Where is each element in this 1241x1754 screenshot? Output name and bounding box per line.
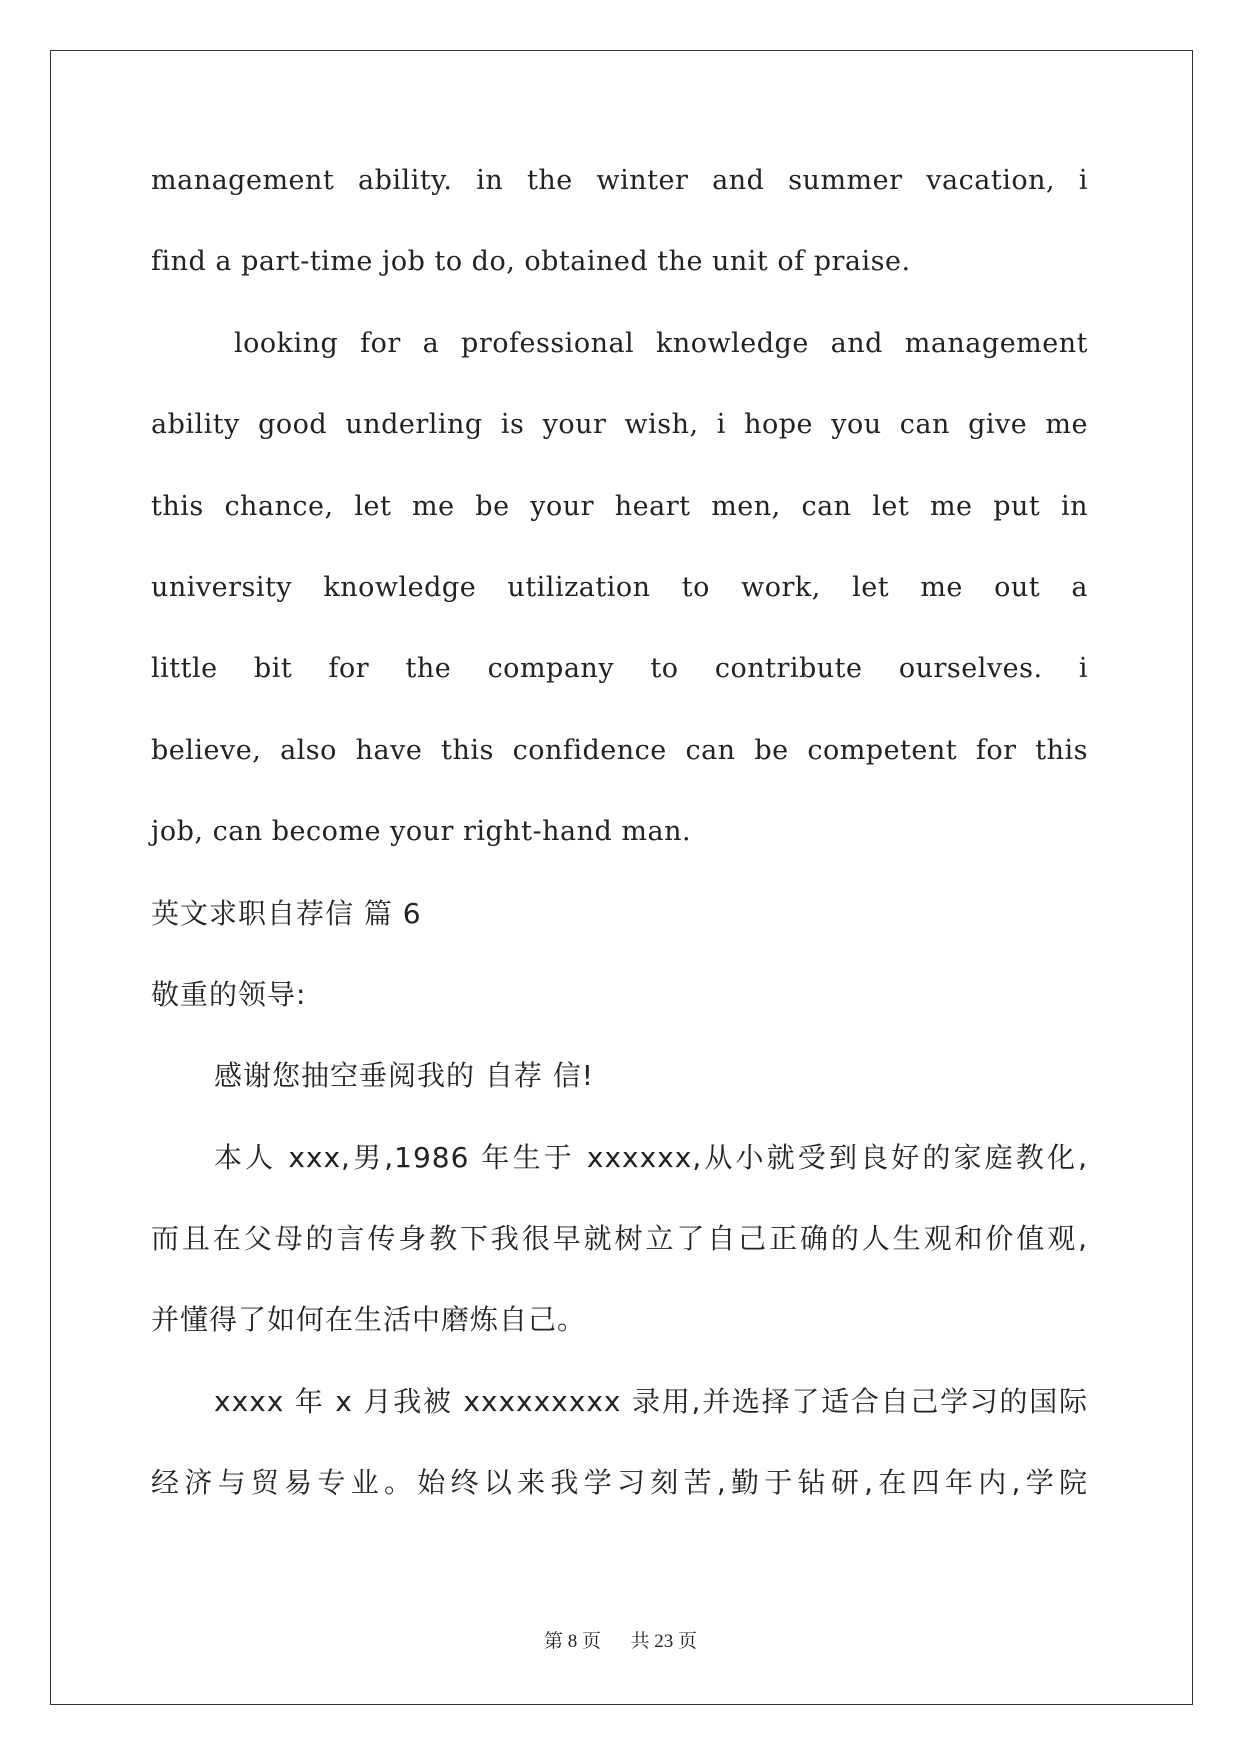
text-line: job, can become your right-hand man. — [151, 816, 692, 848]
text-line: xxxx 年 x 月我被 xxxxxxxxx 录用,并选择了适合自己学习的国际 — [214, 1384, 1088, 1418]
text-line: this chance, let me be your heart men, can let me put in — [151, 490, 1088, 522]
text-line: 并懂得了如何在生活中磨炼自己。 — [151, 1303, 587, 1337]
text-line: 经济与贸易专业。始终以来我学习刻苦,勤于钻研,在四年内,学院 — [151, 1466, 1088, 1500]
text-line: management ability. in the winter and summer vacation, i — [151, 165, 1088, 196]
section-title: 英文求职自荐信 篇 6 — [151, 896, 422, 930]
salutation: 敬重的领导: — [151, 977, 307, 1011]
page-number: 第 8 页 — [543, 1631, 601, 1652]
document-body — [151, 159, 1088, 1543]
text-line: 本人 xxx,男,1986 年生于 xxxxxx,从小就受到良好的家庭教化, — [214, 1140, 1088, 1174]
text-line: 感谢您抽空垂阅我的 自荐 信! — [214, 1059, 595, 1093]
page-total: 共 23 页 — [630, 1631, 698, 1652]
text-line: 而且在父母的言传身教下我很早就树立了自己正确的人生观和价值观, — [151, 1222, 1088, 1256]
text-line: ability good underling is your wish, i hope you can give me — [151, 409, 1088, 441]
text-line: believe, also have this confidence can be competent for this — [151, 734, 1088, 766]
text-line: little bit for the company to contribute ourselves. i — [151, 653, 1088, 685]
text-line: looking for a professional knowledge and management — [234, 327, 1088, 359]
text-line: find a part-time job to do, obtained the unit of praise. — [151, 246, 911, 278]
page-footer — [0, 1626, 1241, 1653]
text-line: university knowledge utilization to work, let me out a — [151, 571, 1088, 603]
